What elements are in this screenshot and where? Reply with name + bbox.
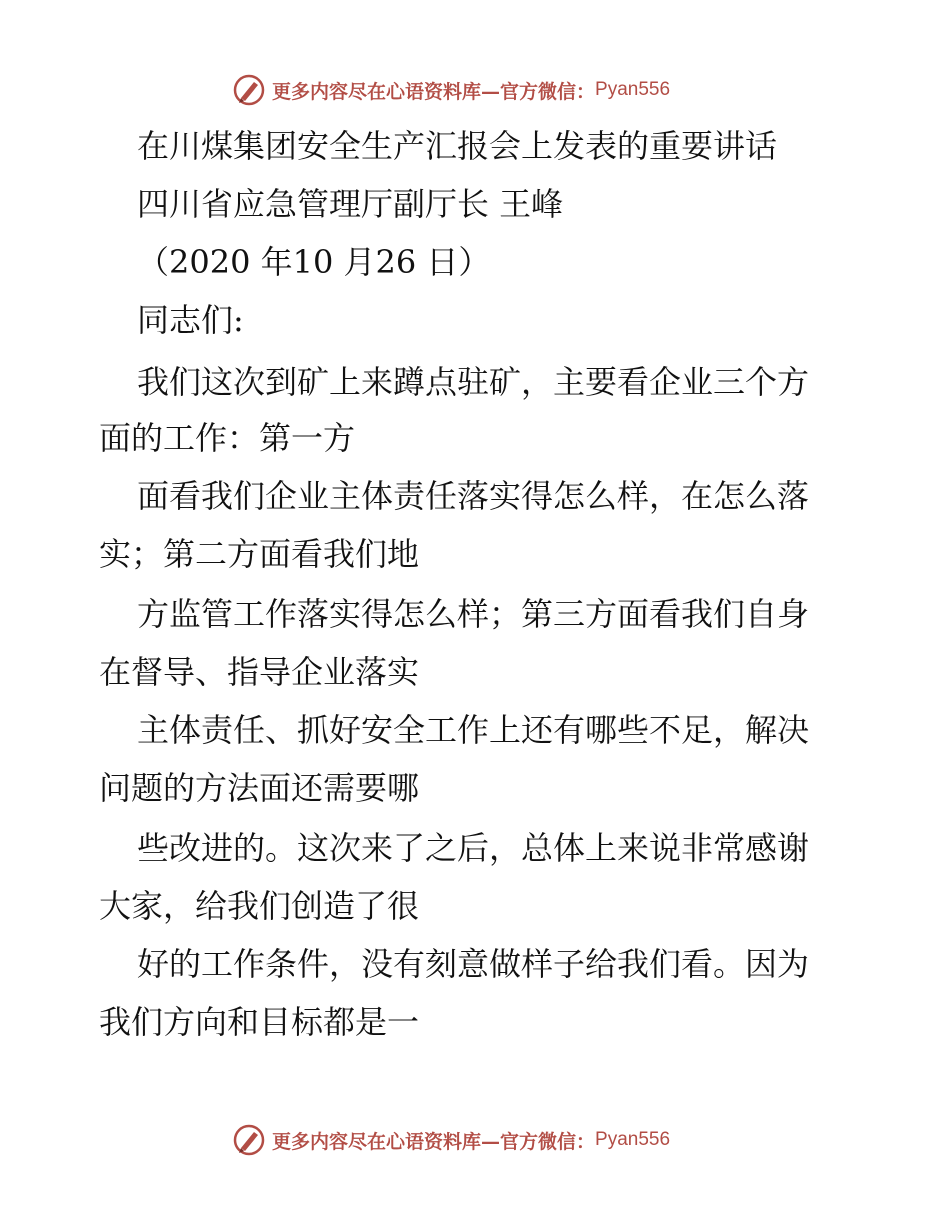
header-watermark [232, 72, 670, 108]
pen-logo-icon [232, 1123, 266, 1157]
paragraph-line: 面看我们企业主体责任落实得怎么样，在怎么落 [137, 477, 810, 515]
paragraph-line: 好的工作条件，没有刻意做样子给我们看。因为 [137, 945, 810, 983]
footer-watermark [232, 1122, 670, 1158]
speaker-line: 四川省应急管理厅副厅长 王峰 [137, 185, 564, 223]
document-title: 在川煤集团安全生产汇报会上发表的重要讲话 [137, 127, 778, 165]
date-line: （2020 年10 月26 日） [137, 243, 491, 281]
watermark-text: 更多内容尽在心语资料库—官方微信： [272, 80, 596, 103]
watermark-text: 更多内容尽在心语资料库—官方微信： [272, 1130, 596, 1153]
paragraph-line: 大家，给我们创造了很 [99, 887, 420, 925]
paragraph-line: 我们方向和目标都是一 [99, 1003, 420, 1041]
paragraph-line: 在督导、指导企业落实 [99, 653, 420, 691]
watermark-wechat-id: Pyan556 [595, 79, 671, 100]
salutation: 同志们: [137, 301, 244, 339]
paragraph-line: 些改进的。这次来了之后，总体上来说非常感谢 [137, 829, 810, 867]
pen-logo-icon [232, 73, 266, 107]
watermark-wechat-id: Pyan556 [595, 1129, 671, 1150]
paragraph-line: 实；第二方面看我们地 [99, 535, 420, 573]
paragraph-line: 方监管工作落实得怎么样；第三方面看我们自身 [137, 595, 810, 633]
paragraph-line: 面的工作：第一方 [99, 419, 356, 457]
paragraph-line: 我们这次到矿上来蹲点驻矿，主要看企业三个方 [137, 363, 810, 401]
paragraph-line: 问题的方法面还需要哪 [99, 769, 420, 807]
paragraph-line: 主体责任、抓好安全工作上还有哪些不足，解决 [137, 711, 810, 749]
